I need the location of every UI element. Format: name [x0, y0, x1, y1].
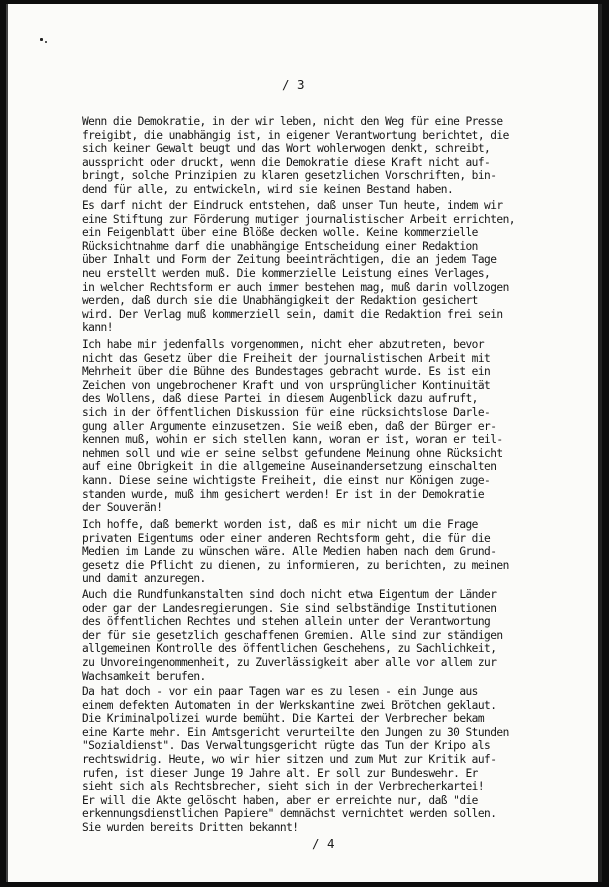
document-page [6, 4, 602, 882]
text-line: Wachsamkeit berufen. [82, 669, 206, 683]
text-line: und damit anzuregen. [82, 572, 206, 586]
text-line: der Souverän! [82, 501, 163, 515]
text-line: ausspricht oder druckt, wenn die Demokratie diese Kraft nicht auf- [82, 155, 491, 169]
text-line: gung aller Argumente einzusetzen. Sie weiß eben, daß der Bürger er- [82, 419, 497, 433]
scan-speck [40, 38, 43, 41]
text-line: ein Feigenblatt über eine Blöße decken wolle. Keine kommerzielle [82, 226, 478, 240]
text-line: bringt, solche Prinzipien zu klaren gesetzlichen Vorschriften, bin- [82, 169, 497, 183]
text-line: allgemeinen Kontrolle des öffentlichen Geschehens, zu Sachlichkeit, [82, 642, 497, 656]
text-line: des öffentlichen Rechtes und stehen allein unter der Verantwortung [82, 615, 491, 629]
text-line: Sie wurden bereits Dritten bekannt! [82, 820, 299, 834]
text-line: rechtswidrig. Heute, wo wir hier sitzen und zum Mut zur Kritik auf- [82, 752, 497, 766]
text-line: kann! [82, 321, 113, 335]
text-line: neu erstellt werden muß. Die kommerzielle Leistung eines Verlages, [82, 266, 491, 280]
paragraph-4 [82, 518, 568, 586]
text-line: sich in der öffentlichen Diskussion für eine rücksichtslose Darle- [82, 405, 491, 419]
text-line: Die Kriminalpolizei wurde bemüht. Die Kartei der Verbrecher bekam [82, 712, 485, 726]
text-line: "Sozialdienst". Das Verwaltungsgericht rügte das Tun der Kripo als [82, 739, 491, 753]
paragraph-3 [82, 338, 568, 515]
text-line: sieht sich als Rechtsbrecher, sieht sich in der Verbrecherkartei! [82, 780, 485, 794]
text-line: sich keiner Gewalt beugt und das Wort wohlerwogen denkt, schreibt, [82, 142, 491, 156]
page-number-header: / 3 [282, 77, 305, 92]
paragraph-2 [82, 199, 568, 335]
text-line: Ich hoffe, daß bemerkt worden ist, daß es mir nicht um die Frage [82, 518, 478, 531]
paragraph-1 [82, 115, 568, 197]
text-line: gesetz die Pflicht zu dienen, zu informieren, zu berichten, zu meinen [82, 558, 509, 572]
paragraph-6 [82, 685, 568, 835]
scan-speck [45, 41, 47, 43]
page-number-footer: / 4 [312, 836, 335, 851]
text-line: Medien im Lande zu wünschen wäre. Alle Medien haben nach dem Grund- [82, 545, 497, 559]
text-line: nehmen soll und wie er seine selbst gefundene Meinung ohne Rücksicht [82, 446, 503, 460]
text-line: eine Karte mehr. Ein Amtsgericht verurteilte den Jungen zu 30 Stunden [82, 725, 509, 739]
text-line: Ich habe mir jedenfalls vorgenommen, nicht eher abzutreten, bevor [82, 338, 485, 351]
text-line: Auch die Rundfunkanstalten sind doch nicht etwa Eigentum der Länder [82, 588, 497, 601]
text-line: rufen, ist dieser Junge 19 Jahre alt. Er soll zur Bundeswehr. Er [82, 766, 478, 780]
text-line: privaten Eigentums oder einer anderen Rechtsform geht, die für die [82, 531, 491, 545]
text-line: über Inhalt und Form der Zeitung beeinträchtigen, die an jedem Tage [82, 253, 497, 267]
text-line: des Wollens, daß diese Partei in diesem Augenblick dazu aufruft, [82, 392, 478, 406]
text-line: in welcher Rechtsform er auch immer bestehen mag, muß darin vollzogen [82, 280, 509, 294]
text-line: Mehrheit über die Bühne des Bundestages gebracht wurde. Es ist ein [82, 365, 491, 379]
text-line: standen wurde, muß ihm gesichert werden! Er ist in der Demokratie [82, 487, 485, 501]
text-line: nicht das Gesetz über die Freiheit der journalistischen Arbeit mit [82, 351, 491, 365]
text-line: werden, daß durch sie die Unabhängigkeit der Redaktion gesichert [82, 294, 478, 308]
text-line: Da hat doch - vor ein paar Tagen war es zu lesen - ein Junge aus [82, 685, 478, 698]
text-line: dend für alle, zu entwickeln, wird sie keinen Bestand haben. [82, 182, 454, 196]
text-line: kennen muß, wohin er sich stellen kann, woran er ist, woran er teil- [82, 433, 503, 447]
text-line: freigibt, die unabhängig ist, in eigener Verantwortung berichtet, die [82, 128, 509, 142]
scan-edge-right [598, 4, 602, 882]
text-line: oder gar der Landesregierungen. Sie sind selbständige Institutionen [82, 601, 497, 615]
text-line: zu Unvoreingenommenheit, zu Zuverlässigkeit aber alle vor allem zur [82, 655, 497, 669]
text-line: auf eine Obrigkeit in die allgemeine Auseinandersetzung einschalten [82, 460, 497, 474]
text-line: Wenn die Demokratie, in der wir leben, nicht den Weg für eine Presse [82, 115, 503, 128]
text-line: Er will die Akte gelöscht haben, aber er erreichte nur, daß "die [82, 793, 478, 807]
text-line: der für sie gesetzlich geschaffenen Gremien. Alle sind zur ständigen [82, 628, 503, 642]
text-line: erkennungsdienstlichen Papiere" demnächst vernichtet werden sollen. [82, 807, 497, 821]
paragraph-5 [82, 588, 568, 683]
text-line: eine Stiftung zur Förderung mutiger journalistischer Arbeit errichten, [82, 212, 515, 226]
text-line: einem defekten Automaten in der Werkskantine zwei Brötchen geklaut. [82, 698, 497, 712]
scan-edge-left [6, 4, 8, 882]
text-line: Rücksichtnahme darf die unabhängige Entscheidung einer Redaktion [82, 239, 478, 253]
text-line: Zeichen von ungebrochener Kraft und von ursprünglicher Kontinuität [82, 378, 491, 392]
text-line: wird. Der Verlag muß kommerziell sein, damit die Redaktion frei sein [82, 307, 503, 321]
text-line: kann. Diese seine wichtigste Freiheit, die einst nur Königen zuge- [82, 473, 491, 487]
text-line: Es darf nicht der Eindruck entstehen, daß unser Tun heute, indem wir [82, 199, 503, 212]
